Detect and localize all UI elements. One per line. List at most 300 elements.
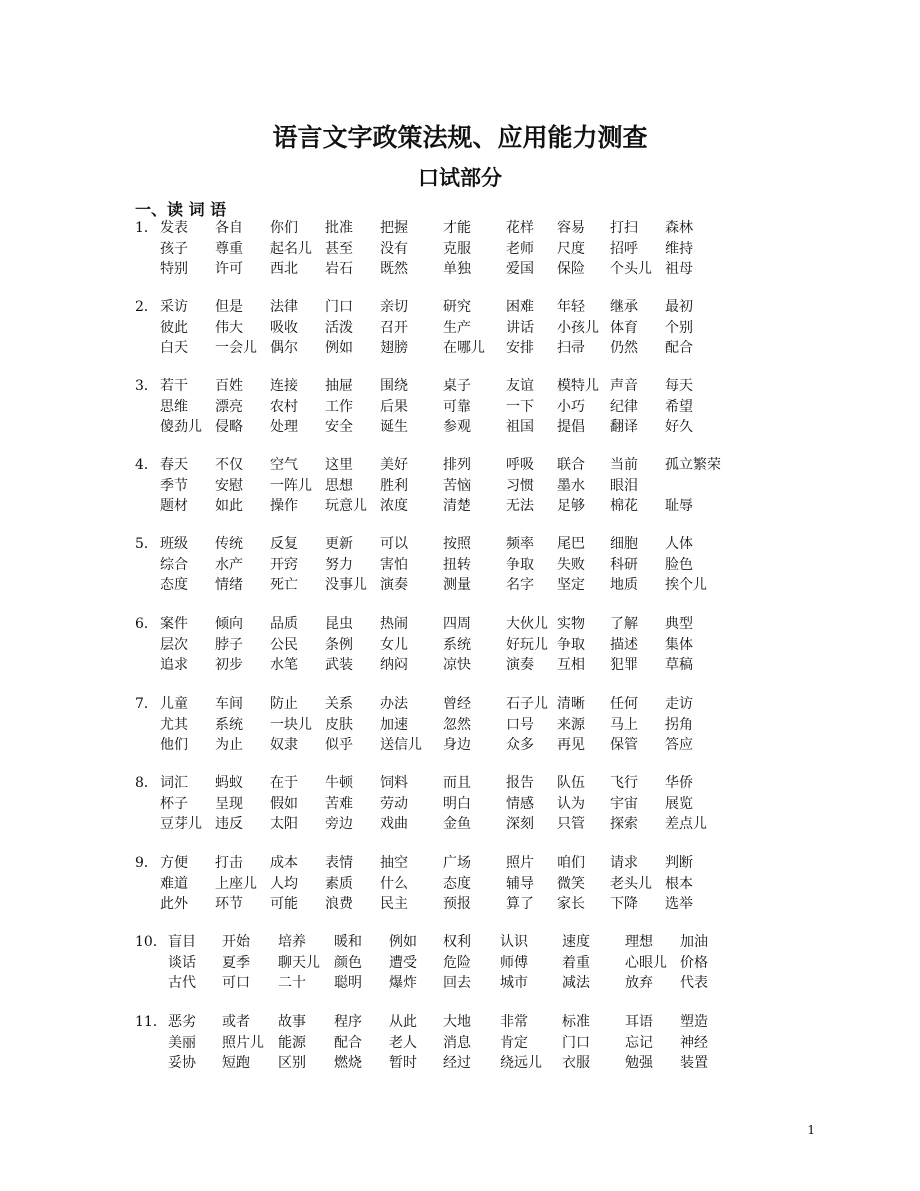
word-item: 盲目 xyxy=(168,934,196,950)
word-item: 克服 xyxy=(443,240,471,257)
word-item: 召开 xyxy=(380,319,408,336)
word-item: 违反 xyxy=(215,816,243,832)
group-number: 8． xyxy=(135,775,158,791)
word-item: 曾经 xyxy=(443,696,471,712)
word-item: 排列 xyxy=(443,457,471,473)
word-item: 科研 xyxy=(610,556,638,573)
word-item: 短跑 xyxy=(222,1055,250,1071)
word-item: 这里 xyxy=(325,457,353,473)
word-item: 细胞 xyxy=(610,536,638,552)
word-item: 清楚 xyxy=(443,498,471,514)
word-item: 尤其 xyxy=(160,716,188,733)
word-item: 眼泪 xyxy=(610,477,638,494)
word-item: 苦恼 xyxy=(443,477,471,494)
word-item: 在于 xyxy=(270,775,298,791)
word-item: 态度 xyxy=(160,577,188,593)
word-item: 保险 xyxy=(557,261,585,277)
word-item: 例如 xyxy=(389,934,417,950)
word-item: 认为 xyxy=(557,795,585,812)
word-item: 没事儿 xyxy=(325,577,367,593)
word-item: 傻劲儿 xyxy=(160,419,202,435)
word-item: 仍然 xyxy=(610,340,638,356)
word-row xyxy=(0,318,920,338)
word-item: 杯子 xyxy=(160,795,188,812)
word-item: 尾巴 xyxy=(557,536,585,552)
word-item: 孩子 xyxy=(160,240,188,257)
word-item: 人均 xyxy=(270,875,298,892)
word-row xyxy=(0,376,920,396)
word-item: 好久 xyxy=(665,419,693,435)
word-row xyxy=(0,894,920,914)
word-item: 脸色 xyxy=(665,556,693,573)
word-item: 才能 xyxy=(443,220,471,236)
word-item: 一会儿 xyxy=(215,340,257,356)
word-item: 回去 xyxy=(443,975,471,991)
word-item: 习惯 xyxy=(506,477,534,494)
word-item: 了解 xyxy=(610,616,638,632)
word-item: 为止 xyxy=(215,737,243,753)
word-item: 老人 xyxy=(389,1034,417,1051)
word-item: 表情 xyxy=(325,855,353,871)
word-item: 清晰 xyxy=(557,696,585,712)
word-item: 标准 xyxy=(562,1014,590,1030)
word-item: 宇宙 xyxy=(610,795,638,812)
word-item: 如此 xyxy=(215,498,243,514)
group-number: 9． xyxy=(135,855,158,871)
word-item: 继承 xyxy=(610,299,638,315)
word-item: 题材 xyxy=(160,498,188,514)
word-item: 从此 xyxy=(389,1014,417,1030)
word-item: 老头儿 xyxy=(610,875,652,892)
word-row xyxy=(0,635,920,655)
word-item: 希望 xyxy=(665,398,693,415)
word-item: 当前 xyxy=(610,457,638,473)
word-item: 挨个儿 xyxy=(665,577,707,593)
word-item: 上座儿 xyxy=(215,875,257,892)
word-item: 小巧 xyxy=(557,398,585,415)
word-item: 描述 xyxy=(610,636,638,653)
word-item: 加速 xyxy=(380,716,408,733)
word-item: 许可 xyxy=(215,261,243,277)
word-item: 理想 xyxy=(625,934,653,950)
word-item: 特别 xyxy=(160,261,188,277)
word-item: 照片儿 xyxy=(222,1034,264,1051)
word-item: 公民 xyxy=(270,636,298,653)
word-item: 好玩儿 xyxy=(506,636,548,653)
word-item: 但是 xyxy=(215,299,243,315)
word-item: 车间 xyxy=(215,696,243,712)
word-item: 再见 xyxy=(557,737,585,753)
word-row xyxy=(0,773,920,793)
word-item: 旁边 xyxy=(325,816,353,832)
word-item: 辅导 xyxy=(506,875,534,892)
word-item: 牛顿 xyxy=(325,775,353,791)
word-item: 既然 xyxy=(380,261,408,277)
word-item: 美好 xyxy=(380,457,408,473)
word-item: 咱们 xyxy=(557,855,585,871)
word-item: 照片 xyxy=(506,855,534,871)
word-item: 后果 xyxy=(380,398,408,415)
word-item: 速度 xyxy=(562,934,590,950)
word-item: 展览 xyxy=(665,795,693,812)
word-item: 传统 xyxy=(215,536,243,552)
word-item: 耳语 xyxy=(625,1014,653,1030)
word-item: 二十 xyxy=(278,975,306,991)
word-item: 素质 xyxy=(325,875,353,892)
word-item: 批准 xyxy=(325,220,353,236)
word-item: 桌子 xyxy=(443,378,471,394)
word-item: 尊重 xyxy=(215,240,243,257)
word-row xyxy=(0,476,920,496)
word-item: 态度 xyxy=(443,875,471,892)
word-item: 生产 xyxy=(443,319,471,336)
word-item: 水产 xyxy=(215,556,243,573)
word-item: 森林 xyxy=(665,220,693,236)
word-item: 而且 xyxy=(443,775,471,791)
word-row xyxy=(0,1053,920,1073)
group-number: 2． xyxy=(135,299,158,315)
word-item: 抽屉 xyxy=(325,378,353,394)
word-item: 危险 xyxy=(443,954,471,971)
word-item: 认识 xyxy=(500,934,528,950)
word-item: 故事 xyxy=(278,1014,306,1030)
word-item: 忽然 xyxy=(443,716,471,733)
word-item: 塑造 xyxy=(680,1014,708,1030)
word-item: 单独 xyxy=(443,261,471,277)
word-item: 个头儿 xyxy=(610,261,652,277)
word-item: 白天 xyxy=(160,340,188,356)
word-item: 诞生 xyxy=(380,419,408,435)
word-row xyxy=(0,694,920,714)
word-item: 凉快 xyxy=(443,657,471,673)
word-item: 脖子 xyxy=(215,636,243,653)
word-item: 苦难 xyxy=(325,795,353,812)
word-row xyxy=(0,735,920,755)
word-item: 墨水 xyxy=(557,477,585,494)
word-item: 走访 xyxy=(665,696,693,712)
word-item: 反复 xyxy=(270,536,298,552)
word-item: 昆虫 xyxy=(325,616,353,632)
word-row xyxy=(0,575,920,595)
word-item: 参观 xyxy=(443,419,471,435)
word-item: 实物 xyxy=(557,616,585,632)
word-item: 个别 xyxy=(665,319,693,336)
word-item: 戏曲 xyxy=(380,816,408,832)
word-item: 热闹 xyxy=(380,616,408,632)
word-item: 声音 xyxy=(610,378,638,394)
word-row xyxy=(0,496,920,516)
word-row xyxy=(0,455,920,475)
word-item: 聪明 xyxy=(334,975,362,991)
word-item: 容易 xyxy=(557,220,585,236)
word-item: 层次 xyxy=(160,636,188,653)
word-item: 法律 xyxy=(270,299,298,315)
word-item: 围绕 xyxy=(380,378,408,394)
word-item: 耻辱 xyxy=(665,498,693,514)
word-row xyxy=(0,814,920,834)
word-item: 胜利 xyxy=(380,477,408,494)
word-item: 报告 xyxy=(506,775,534,791)
group-number: 5． xyxy=(135,536,158,552)
word-item: 颜色 xyxy=(334,954,362,971)
word-item: 办法 xyxy=(380,696,408,712)
word-item: 一块儿 xyxy=(270,716,312,733)
word-item: 农村 xyxy=(270,398,298,415)
word-item: 安慰 xyxy=(215,477,243,494)
word-item: 民主 xyxy=(380,896,408,912)
word-item: 争取 xyxy=(557,636,585,653)
word-item: 抽空 xyxy=(380,855,408,871)
word-item: 饲料 xyxy=(380,775,408,791)
word-item: 集体 xyxy=(665,636,693,653)
word-item: 翻译 xyxy=(610,419,638,435)
word-item: 爆炸 xyxy=(389,975,417,991)
word-item: 纳闷 xyxy=(380,657,408,673)
word-item: 成本 xyxy=(270,855,298,871)
word-item: 权利 xyxy=(443,934,471,950)
word-item: 保管 xyxy=(610,737,638,753)
word-item: 提倡 xyxy=(557,419,585,435)
word-item: 争取 xyxy=(506,556,534,573)
word-item: 没有 xyxy=(380,240,408,257)
word-item: 队伍 xyxy=(557,775,585,791)
word-item: 按照 xyxy=(443,536,471,552)
word-item: 西北 xyxy=(270,261,298,277)
group-number: 3． xyxy=(135,378,158,394)
section-heading: 一、读 词 语 xyxy=(135,200,227,219)
word-item: 差点儿 xyxy=(665,816,707,832)
word-row xyxy=(0,794,920,814)
word-row xyxy=(0,239,920,259)
word-item: 草稿 xyxy=(665,657,693,673)
word-item: 困难 xyxy=(506,299,534,315)
word-item: 口号 xyxy=(506,716,534,733)
word-item: 倾向 xyxy=(215,616,243,632)
word-item: 系统 xyxy=(443,636,471,653)
word-item: 马上 xyxy=(610,716,638,733)
word-row xyxy=(0,218,920,238)
word-item: 最初 xyxy=(665,299,693,315)
word-item: 恶劣 xyxy=(168,1014,196,1030)
word-item: 四周 xyxy=(443,616,471,632)
word-item: 防止 xyxy=(270,696,298,712)
word-item: 非常 xyxy=(500,1014,528,1030)
word-item: 暖和 xyxy=(334,934,362,950)
word-row xyxy=(0,534,920,554)
word-item: 季节 xyxy=(160,477,188,494)
word-item: 假如 xyxy=(270,795,298,812)
word-item: 培养 xyxy=(278,934,306,950)
word-item: 追求 xyxy=(160,657,188,673)
word-item: 花样 xyxy=(506,220,534,236)
word-item: 答应 xyxy=(665,737,693,753)
word-row xyxy=(0,338,920,358)
word-row xyxy=(0,614,920,634)
word-item: 勉强 xyxy=(625,1055,653,1071)
word-item: 门口 xyxy=(325,299,353,315)
word-item: 模特儿 xyxy=(557,378,599,394)
word-item: 思想 xyxy=(325,477,353,494)
word-item: 减法 xyxy=(562,975,590,991)
group-number: 6． xyxy=(135,616,158,632)
word-item: 能源 xyxy=(278,1034,306,1051)
word-item: 连接 xyxy=(270,378,298,394)
word-row xyxy=(0,853,920,873)
word-item: 夏季 xyxy=(222,954,250,971)
word-item: 聊天儿 xyxy=(278,954,320,971)
word-item: 扭转 xyxy=(443,556,471,573)
word-row xyxy=(0,655,920,675)
document-title: 语言文字政策法规、应用能力测查 xyxy=(272,123,648,152)
word-item: 犯罪 xyxy=(610,657,638,673)
word-item: 岩石 xyxy=(325,261,353,277)
word-item: 失败 xyxy=(557,556,585,573)
word-item: 代表 xyxy=(680,975,708,991)
word-item: 只管 xyxy=(557,816,585,832)
word-item: 浪费 xyxy=(325,896,353,912)
word-item: 遭受 xyxy=(389,954,417,971)
word-item: 燃烧 xyxy=(334,1055,362,1071)
word-item: 综合 xyxy=(160,556,188,573)
word-item: 美丽 xyxy=(168,1034,196,1051)
word-item: 伟大 xyxy=(215,319,243,336)
word-item: 打扫 xyxy=(610,220,638,236)
word-item: 联合 xyxy=(557,457,585,473)
word-item: 体育 xyxy=(610,319,638,336)
group-number: 1． xyxy=(135,220,158,236)
group-number: 4． xyxy=(135,457,158,473)
word-item: 地质 xyxy=(610,577,638,593)
word-item: 下降 xyxy=(610,896,638,912)
word-item: 根本 xyxy=(665,875,693,892)
word-row xyxy=(0,874,920,894)
word-item: 起名儿 xyxy=(270,240,312,257)
word-item: 棉花 xyxy=(610,498,638,514)
word-item: 扫帚 xyxy=(557,340,585,356)
word-item: 每天 xyxy=(665,378,693,394)
word-item: 放弃 xyxy=(625,975,653,991)
word-item: 招呼 xyxy=(610,240,638,257)
word-item: 大地 xyxy=(443,1014,471,1030)
word-item: 配合 xyxy=(334,1034,362,1051)
word-item: 发表 xyxy=(160,220,188,236)
word-item: 安排 xyxy=(506,340,534,356)
word-item: 系统 xyxy=(215,716,243,733)
word-item: 探索 xyxy=(610,816,638,832)
word-item: 着重 xyxy=(562,954,590,971)
word-item: 老师 xyxy=(506,240,534,257)
word-item: 皮肤 xyxy=(325,716,353,733)
word-item: 师傅 xyxy=(500,954,528,971)
word-item: 甚至 xyxy=(325,240,353,257)
word-item: 典型 xyxy=(665,616,693,632)
word-item: 彼此 xyxy=(160,319,188,336)
word-item: 百姓 xyxy=(215,378,243,394)
word-item: 开窍 xyxy=(270,556,298,573)
word-item: 什么 xyxy=(380,875,408,892)
word-item: 程序 xyxy=(334,1014,362,1030)
word-item: 浓度 xyxy=(380,498,408,514)
word-item: 豆芽儿 xyxy=(160,816,202,832)
word-item: 无法 xyxy=(506,498,534,514)
word-item: 情绪 xyxy=(215,577,243,593)
group-number: 11． xyxy=(135,1014,167,1030)
word-item: 女儿 xyxy=(380,636,408,653)
word-row xyxy=(0,259,920,279)
word-item: 送信儿 xyxy=(380,737,422,753)
word-item: 众多 xyxy=(506,737,534,753)
word-item: 身边 xyxy=(443,737,471,753)
word-item: 不仅 xyxy=(215,457,243,473)
word-item: 名字 xyxy=(506,577,534,593)
word-item: 装置 xyxy=(680,1055,708,1071)
word-item: 人体 xyxy=(665,536,693,552)
word-row xyxy=(0,932,920,952)
word-row xyxy=(0,1033,920,1053)
word-row xyxy=(0,297,920,317)
word-item: 孤立繁荣 xyxy=(665,457,721,473)
word-item: 经过 xyxy=(443,1055,471,1071)
word-item: 关系 xyxy=(325,696,353,712)
word-item: 妥协 xyxy=(168,1055,196,1071)
word-item: 演奏 xyxy=(380,577,408,593)
word-item: 呼吸 xyxy=(506,457,534,473)
word-item: 可靠 xyxy=(443,398,471,415)
word-item: 条例 xyxy=(325,636,353,653)
word-item: 古代 xyxy=(168,975,196,991)
word-item: 衣服 xyxy=(562,1055,590,1071)
word-item: 肯定 xyxy=(500,1034,528,1051)
word-row xyxy=(0,973,920,993)
word-item: 蚂蚁 xyxy=(215,775,243,791)
word-item: 明白 xyxy=(443,795,471,812)
word-item: 在哪儿 xyxy=(443,340,485,356)
word-item: 预报 xyxy=(443,896,471,912)
word-item: 算了 xyxy=(506,896,534,912)
word-item: 祖母 xyxy=(665,261,693,277)
word-item: 华侨 xyxy=(665,775,693,791)
word-item: 飞行 xyxy=(610,775,638,791)
word-item: 死亡 xyxy=(270,577,298,593)
word-item: 配合 xyxy=(665,340,693,356)
word-item: 祖国 xyxy=(506,419,534,435)
document-subtitle: 口试部分 xyxy=(418,166,502,190)
word-item: 呈现 xyxy=(215,795,243,812)
word-item: 友谊 xyxy=(506,378,534,394)
word-item: 区别 xyxy=(278,1055,306,1071)
word-item: 年轻 xyxy=(557,299,585,315)
word-item: 金鱼 xyxy=(443,816,471,832)
word-item: 一阵儿 xyxy=(270,477,312,494)
word-item: 他们 xyxy=(160,737,188,753)
word-item: 武装 xyxy=(325,657,353,673)
group-number: 7． xyxy=(135,696,158,712)
word-item: 亲切 xyxy=(380,299,408,315)
word-item: 爱国 xyxy=(506,261,534,277)
word-item: 安全 xyxy=(325,419,353,435)
word-item: 此外 xyxy=(160,896,188,912)
word-item: 侵略 xyxy=(215,419,243,435)
word-item: 心眼儿 xyxy=(625,954,667,971)
word-item: 更新 xyxy=(325,536,353,552)
word-item: 任何 xyxy=(610,696,638,712)
word-item: 维持 xyxy=(665,240,693,257)
word-item: 似乎 xyxy=(325,737,353,753)
word-item: 石子儿 xyxy=(506,696,548,712)
word-item: 打击 xyxy=(215,855,243,871)
word-item: 处理 xyxy=(270,419,298,435)
word-item: 消息 xyxy=(443,1034,471,1051)
